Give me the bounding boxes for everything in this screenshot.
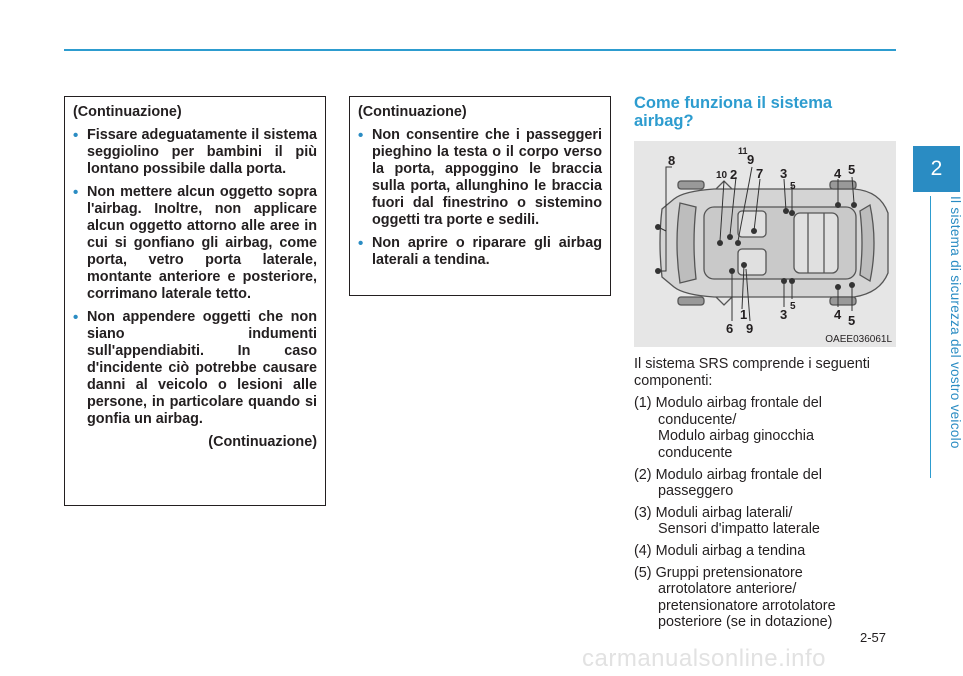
component-item	[634, 467, 904, 500]
warning-item: • Non aprire o riparare gli airbag laterali a tendina.	[358, 235, 602, 269]
label-9-bottom: 9	[746, 321, 754, 336]
warning-list	[73, 127, 317, 428]
page-number: 2-57	[860, 630, 887, 645]
figure-code: OAEE036061L	[825, 334, 892, 345]
label-5-bottom-outer: 5	[848, 313, 856, 328]
label-5-bottom-inner: 5	[790, 301, 796, 312]
box-header: (Continuazione)	[358, 104, 467, 120]
label-5-top-outer: 5	[848, 162, 856, 177]
warning-list	[358, 127, 602, 269]
label-3-bottom: 3	[780, 307, 788, 322]
component-line: conducente/	[658, 411, 737, 428]
chapter-number-tab: 2	[913, 146, 960, 192]
chapter-divider	[930, 196, 931, 478]
component-line: (4) Moduli airbag a tendina	[634, 542, 806, 559]
component-item	[634, 565, 904, 631]
label-9-top: 9	[747, 152, 755, 167]
warning-item: • Non mettere alcun oggetto sopra l'airbag. Inoltre, non applicare alcun oggetto attorno alle aree in cui si gonfiano gli airbag, come porta, vetro porta laterale, montante anteriore e posteriore, corrimano laterale tetto.	[73, 184, 317, 303]
component-line: (5) Gruppi pretensionatore	[634, 564, 803, 581]
label-7: 7	[756, 166, 764, 181]
watermark: carmanualsonline.info	[582, 645, 826, 672]
label-1: 1	[740, 307, 748, 322]
top-rule	[64, 49, 896, 51]
component-item	[634, 543, 904, 560]
chapter-title: Il sistema di sicurezza del vostro veicolo	[948, 196, 963, 449]
airbag-diagram	[634, 141, 896, 347]
warning-box-left	[64, 96, 326, 506]
component-line: (2) Modulo airbag frontale del	[634, 466, 822, 483]
component-line: Modulo airbag ginocchia	[658, 428, 814, 445]
label-11: 11	[738, 146, 748, 156]
component-item	[634, 505, 904, 538]
warning-item: • Non consentire che i passeggeri pieghino la testa o il corpo verso la porta, appoggino le braccia sulla porta, allunghino le braccia fuori dal finestrino o sistemino oggetti tra porte e sedili.	[358, 127, 602, 229]
intro-text: Il sistema SRS comprende i seguenti componenti:	[634, 356, 870, 389]
label-2: 2	[730, 167, 738, 182]
component-item	[634, 395, 904, 461]
component-line: (3) Moduli airbag laterali/	[634, 504, 793, 521]
warning-item: • Non appendere oggetti che non siano indumenti sull'appendiabiti. In caso d'incidente ciò potrebbe causare danni al veicolo o lesioni alle persone, in particolare quando si gonfia un airbag.	[73, 309, 317, 428]
component-line: posteriore (se in dotazione)	[658, 614, 833, 631]
component-line: conducente	[658, 444, 733, 461]
section-title: Come funziona il sistema airbag?	[634, 94, 833, 130]
label-6: 6	[726, 321, 734, 336]
label-4-bottom: 4	[834, 307, 842, 322]
label-4-top: 4	[834, 166, 842, 181]
component-line: Sensori d'impatto laterale	[658, 521, 820, 538]
warning-item: • Fissare adeguatamente il sistema seggiolino per bambini il più lontano possibile dalla porta.	[73, 127, 317, 178]
car-top-view	[634, 141, 896, 347]
label-3-top: 3	[780, 166, 788, 181]
label-5-top-inner: 5	[790, 181, 796, 192]
label-10: 10	[716, 170, 728, 181]
box-header: (Continuazione)	[73, 104, 182, 120]
component-line: pretensionatore arrotolatore	[658, 597, 836, 614]
component-line: passeggero	[658, 483, 734, 500]
warning-box-middle	[349, 96, 611, 296]
components-description	[634, 356, 904, 636]
box-footer: (Continuazione)	[208, 434, 317, 450]
component-line: arrotolatore anteriore/	[658, 581, 797, 598]
component-line: (1) Modulo airbag frontale del	[634, 395, 822, 412]
label-8: 8	[668, 153, 676, 168]
